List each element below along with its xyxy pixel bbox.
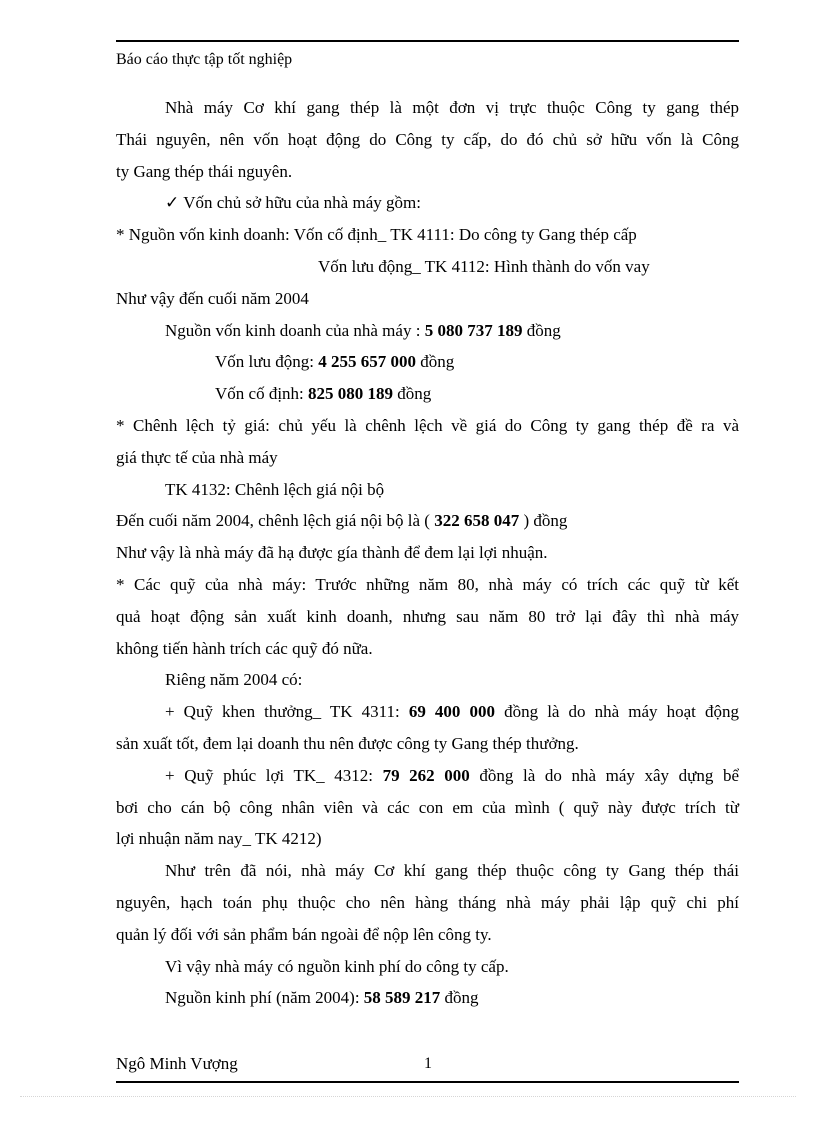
reward-fund-value: 69 400 000: [408, 702, 496, 722]
page-number: 1: [424, 1055, 432, 1072]
reward-fund-line-1: [116, 696, 739, 728]
currency-unit: đồng: [393, 384, 432, 404]
welfare-fund-line-1: [116, 760, 739, 792]
welfare-fund-value: 79 262 000: [382, 765, 470, 785]
welfare-fund-line-2: bơi cho cán bộ công nhân viên và các con em của mình ( quỹ này được trích từ: [116, 797, 739, 817]
paragraph-intro-line-2: Thái nguyên, nên vốn hoạt động do Công ty cấp, do đó chủ sở hữu vốn là Công: [116, 129, 739, 149]
currency-unit: đồng: [415, 352, 455, 372]
working-capital-total: [116, 346, 739, 378]
tk4132-line: TK 4132: Chênh lệch giá nội bộ: [165, 479, 385, 499]
business-capital-total-value: 5 080 737 189: [424, 320, 523, 340]
working-capital-value: 4 255 657 000: [318, 352, 416, 372]
currency-unit: đồng: [440, 988, 479, 1008]
welfare-fund-suffix: đồng là do nhà máy xây dựng bể: [469, 765, 740, 785]
accounting-para-line-3: quản lý đối với sản phẩm bán ngoài để nộp lên công ty.: [116, 924, 492, 944]
document-body: [116, 92, 739, 1014]
welfare-fund-prefix: + Quỹ phúc lợi TK_ 4312:: [165, 765, 383, 785]
footer-author: Ngô Minh Vượng: [116, 1054, 238, 1073]
check-mark-icon: ✓: [165, 193, 180, 213]
working-capital-source-line: Vốn lưu động_ TK 4112: Hình thành do vốn vay: [318, 256, 650, 276]
funding-total-label: Nguồn kinh phí (năm 2004):: [165, 988, 364, 1008]
funding-total-line: [116, 982, 739, 1014]
reward-fund-prefix: + Quỹ khen thưởng_ TK 4311:: [165, 702, 409, 722]
internal-price-diff-line: [116, 505, 739, 537]
header-rule: [116, 40, 739, 42]
business-capital-total-label: Nguồn vốn kinh doanh của nhà máy :: [165, 320, 425, 340]
footer-rule: [116, 1081, 739, 1083]
fixed-capital-label: Vốn cố định:: [215, 384, 309, 404]
fixed-capital-value: 825 080 189: [308, 384, 394, 404]
reward-fund-suffix: đồng là do nhà máy hoạt động: [495, 702, 739, 722]
business-capital-line: * Nguồn vốn kinh doanh: Vốn cố định_ TK 4111: Do công ty Gang thép cấp: [116, 225, 637, 245]
accounting-para-line-1: Như trên đã nói, nhà máy Cơ khí gang thép thuộc công ty Gang thép thái: [165, 861, 739, 881]
working-capital-label: Vốn lưu động:: [215, 352, 319, 372]
internal-price-diff-prefix: Đến cuối năm 2004, chênh lệch giá nội bộ là (: [116, 511, 435, 531]
internal-price-diff-suffix: ) đồng: [519, 511, 568, 531]
page-break-line: [20, 1096, 796, 1097]
year-2004-line: Riêng năm 2004 có:: [165, 670, 303, 690]
accounting-para-line-2: nguyên, hạch toán phụ thuộc cho nên hàng tháng nhà máy phải lập quỹ chi phí: [116, 892, 739, 912]
end-2004-line: Như vậy đến cuối năm 2004: [116, 288, 309, 308]
paragraph-intro-line-3: ty Gang thép thái nguyên.: [116, 161, 293, 181]
exchange-diff-line-1: * Chênh lệch tỷ giá: chủ yếu là chênh lệch về giá do Công ty gang thép đề ra và: [116, 415, 739, 435]
business-capital-total: [116, 315, 739, 347]
currency-unit: đồng: [522, 320, 561, 340]
paragraph-intro-line-1: Nhà máy Cơ khí gang thép là một đơn vị trực thuộc Công ty gang thép: [165, 98, 739, 117]
funds-line-1: * Các quỹ của nhà máy: Trước những năm 80, nhà máy có trích các quỹ từ kết: [116, 574, 739, 594]
fixed-capital-total: [116, 378, 739, 410]
exchange-diff-line-2: giá thực tế của nhà máy: [116, 447, 278, 467]
internal-price-diff-value: 322 658 047: [434, 511, 520, 531]
owner-capital-heading: [116, 187, 739, 219]
owner-capital-heading-text: Vốn chủ sở hữu của nhà máy gồm:: [183, 193, 421, 213]
funding-source-line: Vì vậy nhà máy có nguồn kinh phí do công ty cấp.: [165, 956, 509, 976]
welfare-fund-line-3: lợi nhuận năm nay_ TK 4212): [116, 829, 322, 849]
funds-line-3: không tiến hành trích các quỹ đó nữa.: [116, 638, 373, 658]
page-header-title: Báo cáo thực tập tốt nghiệp: [116, 51, 293, 68]
cost-reduction-line: Như vậy là nhà máy đã hạ được gía thành để đem lại lợi nhuận.: [116, 543, 548, 563]
funding-total-value: 58 589 217: [363, 988, 441, 1008]
funds-line-2: quả hoạt động sản xuất kinh doanh, nhưng sau năm 80 trở lại đây thì nhà máy: [116, 606, 739, 626]
reward-fund-line-2: sản xuất tốt, đem lại doanh thu nên được công ty Gang thép thưởng.: [116, 733, 579, 753]
